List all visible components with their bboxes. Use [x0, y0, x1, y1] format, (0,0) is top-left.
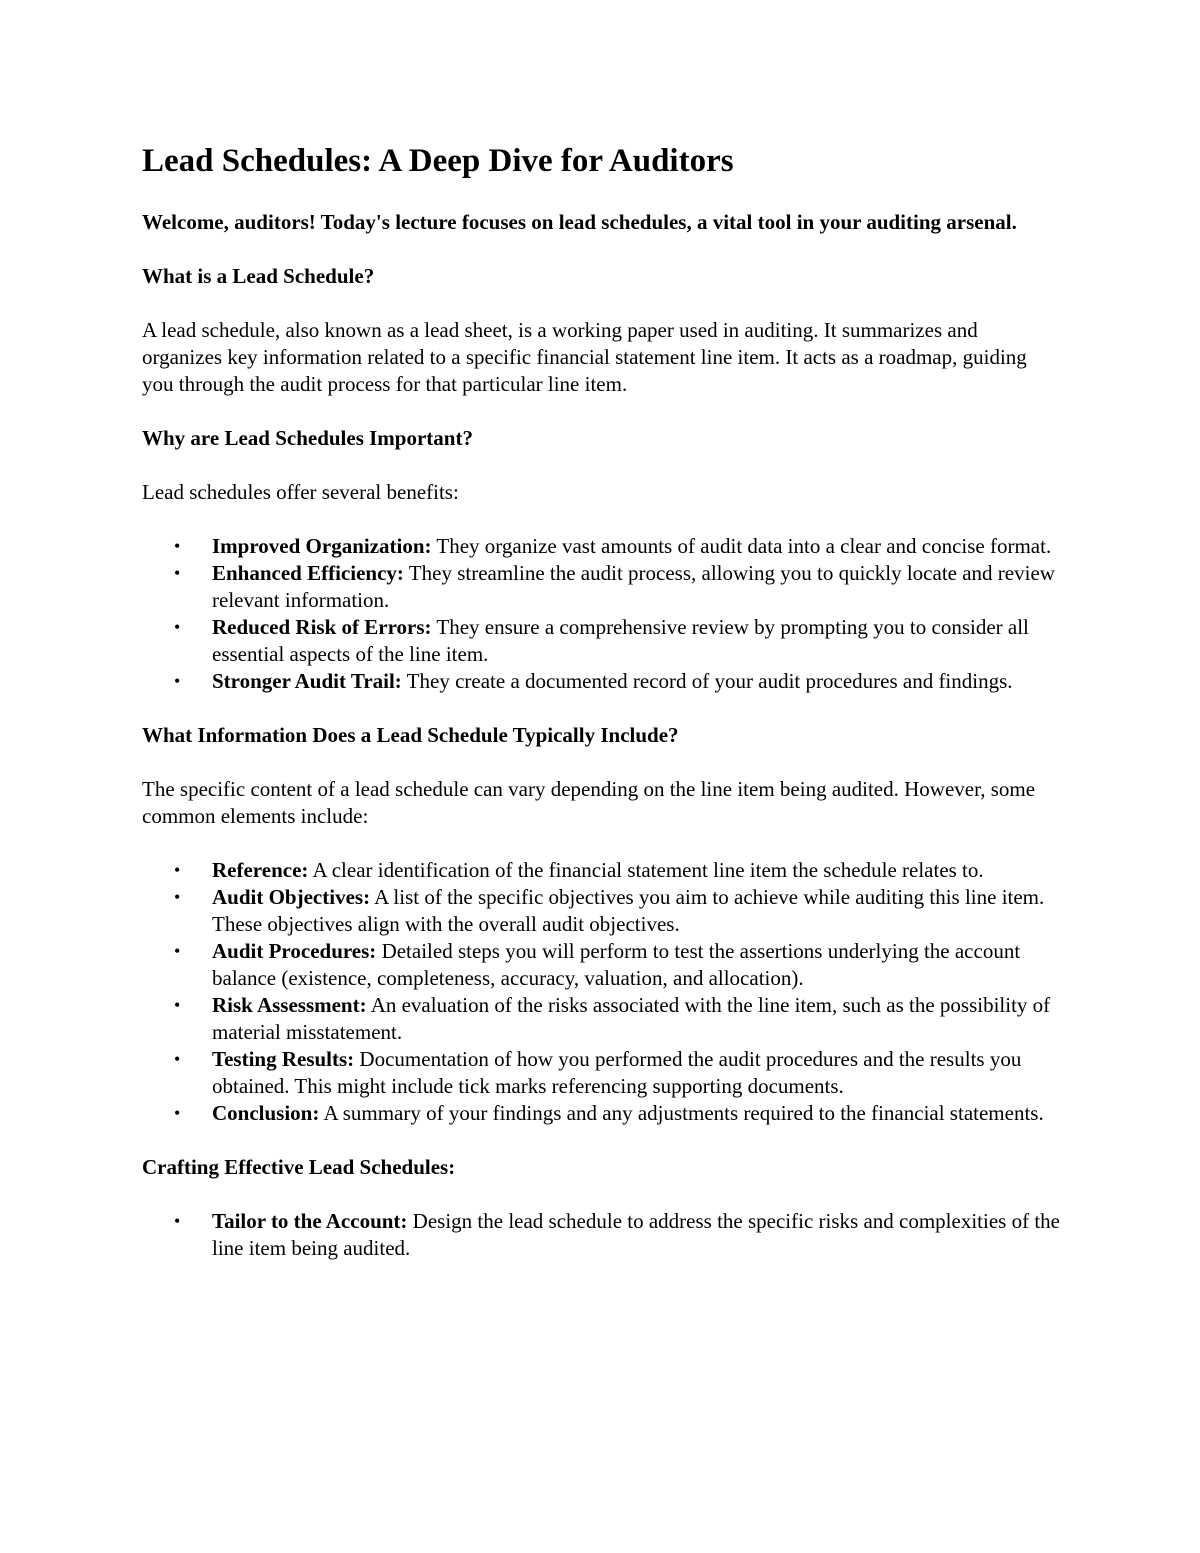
list-item-term: Reference: — [212, 858, 309, 882]
bullet-icon: • — [174, 1211, 181, 1231]
list-item-term: Conclusion: — [212, 1101, 320, 1125]
elements-list — [142, 857, 1062, 1127]
list-item-text: They streamline the audit process, allowing you to quickly locate and review relevant information. — [212, 561, 1055, 612]
section-heading-why-important: Why are Lead Schedules Important? — [142, 426, 473, 450]
list-item-text: A clear identification of the financial statement line item the schedule relates to. — [308, 858, 984, 882]
list-item-text: A list of the specific objectives you aim to achieve while auditing this line item. These objectives align with the overall audit objectives. — [212, 885, 1045, 936]
bullet-icon: • — [174, 563, 181, 583]
list-item — [142, 938, 1062, 992]
section-paragraph-what-is: A lead schedule, also known as a lead sheet, is a working paper used in auditing. It summarizes and organizes key information related to a specific financial statement line item. It acts as a roadmap, guiding you through the audit process for that particular line item. — [142, 318, 1027, 396]
list-item-term: Reduced Risk of Errors: — [212, 615, 432, 639]
bullet-icon: • — [174, 860, 181, 880]
list-item — [142, 533, 1062, 560]
list-item-term: Tailor to the Account: — [212, 1209, 408, 1233]
list-item-term: Enhanced Efficiency: — [212, 561, 404, 585]
list-item-text: They ensure a comprehensive review by prompting you to consider all essential aspects of the line item. — [212, 615, 1029, 666]
section-paragraph-why-important: Lead schedules offer several benefits: — [142, 480, 459, 504]
bullet-icon: • — [174, 617, 181, 637]
list-item-text: They organize vast amounts of audit data into a clear and concise format. — [431, 534, 1052, 558]
intro-paragraph: Welcome, auditors! Today's lecture focuses on lead schedules, a vital tool in your auditing arsenal. — [142, 210, 1017, 234]
list-item-text: Documentation of how you performed the audit procedures and the results you obtained. This might include tick marks referencing supporting documents. — [212, 1047, 1022, 1098]
bullet-icon: • — [174, 887, 181, 907]
list-item-text: They create a documented record of your audit procedures and findings. — [401, 669, 1013, 693]
list-item-term: Audit Objectives: — [212, 885, 371, 909]
list-item-term: Risk Assessment: — [212, 993, 367, 1017]
bullet-icon: • — [174, 671, 181, 691]
bullet-icon: • — [174, 1103, 181, 1123]
section-heading-crafting: Crafting Effective Lead Schedules: — [142, 1155, 456, 1179]
list-item — [142, 992, 1062, 1046]
list-item — [142, 560, 1062, 614]
page-title: Lead Schedules: A Deep Dive for Auditors — [142, 143, 734, 179]
document-body — [142, 141, 1062, 1262]
list-item — [142, 1100, 1062, 1127]
list-item-term: Stronger Audit Trail: — [212, 669, 402, 693]
section-heading-what-information: What Information Does a Lead Schedule Typically Include? — [142, 723, 679, 747]
list-item-text: Detailed steps you will perform to test the assertions underlying the account balance (existence, completeness, accuracy, valuation, and allocation). — [212, 939, 1021, 990]
bullet-icon: • — [174, 941, 181, 961]
list-item — [142, 668, 1062, 695]
list-item-term: Improved Organization: — [212, 534, 432, 558]
list-item-term: Testing Results: — [212, 1047, 355, 1071]
bullet-icon: • — [174, 1049, 181, 1069]
list-item — [142, 857, 1062, 884]
list-item — [142, 1208, 1062, 1262]
list-item-text: Design the lead schedule to address the specific risks and complexities of the line item being audited. — [212, 1209, 1060, 1260]
bullet-icon: • — [174, 995, 181, 1015]
list-item-text: An evaluation of the risks associated with the line item, such as the possibility of material misstatement. — [212, 993, 1051, 1044]
list-item — [142, 614, 1062, 668]
list-item — [142, 1046, 1062, 1100]
section-heading-what-is: What is a Lead Schedule? — [142, 264, 375, 288]
crafting-list — [142, 1208, 1062, 1262]
bullet-icon: • — [174, 536, 181, 556]
list-item-text: A summary of your findings and any adjustments required to the financial statements. — [319, 1101, 1044, 1125]
list-item — [142, 884, 1062, 938]
benefits-list — [142, 533, 1062, 695]
list-item-term: Audit Procedures: — [212, 939, 377, 963]
section-paragraph-what-information: The specific content of a lead schedule can vary depending on the line item being audited. However, some common elements include: — [142, 777, 1036, 828]
